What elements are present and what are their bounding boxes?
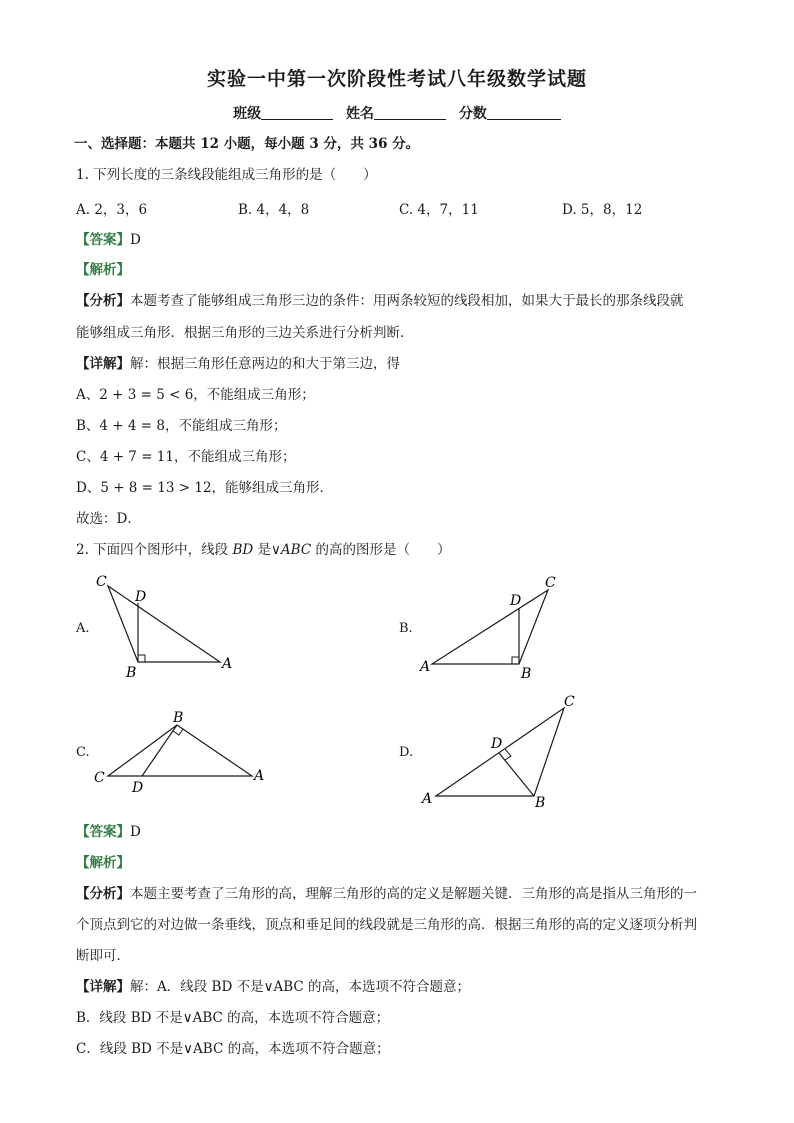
name-blank[interactable] bbox=[374, 105, 446, 120]
detail-text: 解：根据三角形任意两边的和大于第三边，得 bbox=[130, 356, 400, 372]
vertex-label: B bbox=[126, 665, 137, 681]
fig-c-label: C. bbox=[76, 745, 90, 760]
detail-tag: 【详解】 bbox=[76, 356, 130, 372]
fig-b-label: B. bbox=[399, 621, 413, 636]
q2-stem bbox=[76, 540, 734, 560]
q1-option-d: D. 5，8，12 bbox=[562, 202, 643, 218]
triangle-a-svg bbox=[90, 570, 250, 685]
right-angle-c bbox=[173, 729, 183, 735]
q2-stem-segment: BD bbox=[232, 542, 254, 558]
q2-detail-3: C．线段 BD 不是∨ABC 的高，本选项不符合题意； bbox=[76, 1041, 390, 1057]
right-angle-b bbox=[512, 657, 519, 664]
vertex-label: B bbox=[521, 666, 532, 682]
figure-b bbox=[416, 570, 566, 685]
figure-d bbox=[416, 690, 591, 810]
class-blank[interactable] bbox=[261, 105, 333, 120]
fenxi-text: 本题主要考查了三角形的高，理解三角形的高的定义是解题关键．三角形的高是指从三角形的一 bbox=[130, 886, 697, 902]
triangle-b bbox=[432, 590, 548, 664]
detail-text: 解：A．线段 BD 不是∨ABC 的高，本选项不符合题意； bbox=[130, 979, 470, 995]
student-info-line bbox=[0, 103, 794, 123]
analysis-tag: 【解析】 bbox=[76, 855, 130, 871]
answer-tag: 【答案】 bbox=[76, 824, 130, 840]
vertex-label: C bbox=[545, 575, 556, 591]
q2-stem-suffix: 的高的图形是（ ） bbox=[311, 542, 451, 558]
q1-option-c: C. 4，7，11 bbox=[399, 202, 479, 218]
class-label: 班级 bbox=[233, 106, 262, 122]
vertex-label: A bbox=[254, 768, 265, 784]
answer-value: D bbox=[130, 232, 141, 248]
vertex-label: A bbox=[420, 659, 431, 675]
vertex-label: B bbox=[535, 795, 546, 811]
q2-stem-mid: 是∨ bbox=[253, 542, 281, 558]
score-label: 分数 bbox=[458, 106, 487, 122]
vertex-label: A bbox=[422, 791, 433, 807]
analysis-tag: 【解析】 bbox=[76, 262, 130, 278]
fig-d-label: D. bbox=[399, 745, 414, 760]
vertex-label: B bbox=[173, 710, 184, 726]
vertex-label: C bbox=[96, 574, 107, 590]
segment-bd-c bbox=[142, 725, 177, 776]
score-blank[interactable] bbox=[487, 105, 561, 120]
triangle-b-svg bbox=[416, 570, 566, 685]
q1-stem: 1. 下列长度的三条线段能组成三角形的是（ ） bbox=[76, 167, 377, 183]
q1-step-a: A、2 + 3 = 5 < 6，不能组成三角形； bbox=[76, 387, 315, 403]
vertex-label: D bbox=[510, 593, 522, 609]
vertex-label: C bbox=[564, 694, 575, 710]
q1-detail bbox=[76, 354, 734, 374]
fenxi-text: 本题考查了能够组成三角形三边的条件：用两条较短的线段相加，如果大于最长的那条线段就 bbox=[130, 293, 684, 309]
answer-value: D bbox=[130, 824, 141, 840]
q1-fenxi-2: 能够组成三角形．根据三角形的三边关系进行分析判断． bbox=[76, 325, 414, 341]
q2-fenxi-2: 个顶点到它的对边做一条垂线，顶点和垂足间的线段就是三角形的高．根据三角形的高的定义逐项分析判 bbox=[76, 917, 697, 933]
figure-a bbox=[90, 570, 250, 685]
fenxi-tag: 【分析】 bbox=[76, 293, 130, 309]
q1-step-c: C、4 + 7 = 11，不能组成三角形； bbox=[76, 449, 296, 465]
q1-option-b: B. 4，4，8 bbox=[238, 202, 310, 218]
q2-analysis-heading bbox=[76, 853, 734, 873]
q1-fenxi-1 bbox=[76, 291, 734, 311]
q1-step-d: D、5 + 8 = 13 > 12，能够组成三角形． bbox=[76, 480, 334, 496]
triangle-d-svg bbox=[416, 690, 591, 810]
altitude-d bbox=[499, 753, 534, 796]
vertex-label: D bbox=[491, 736, 503, 752]
q2-answer bbox=[76, 822, 734, 842]
name-label: 姓名 bbox=[346, 106, 374, 122]
answer-tag: 【答案】 bbox=[76, 232, 130, 248]
right-angle-a bbox=[138, 655, 145, 662]
vertex-label: D bbox=[135, 589, 147, 605]
right-angle-d bbox=[505, 749, 511, 760]
q2-fenxi-3: 断即可． bbox=[76, 948, 130, 964]
q1-analysis-heading bbox=[76, 260, 734, 280]
q1-answer bbox=[76, 230, 734, 250]
vertex-label: A bbox=[222, 656, 233, 672]
fig-a-label: A. bbox=[76, 621, 90, 636]
q2-detail-2: B．线段 BD 不是∨ABC 的高，本选项不符合题意； bbox=[76, 1010, 390, 1026]
q1-conclusion: 故选：D． bbox=[76, 511, 141, 527]
triangle-a bbox=[108, 586, 220, 662]
q1-option-a: A. 2，3，6 bbox=[76, 202, 148, 218]
section-heading: 一、选择题：本题共 12 小题，每小题 3 分，共 36 分。 bbox=[74, 136, 420, 152]
figure-c bbox=[90, 705, 280, 800]
q2-fenxi-1 bbox=[76, 884, 734, 904]
page-title: 实验一中第一次阶段性考试八年级数学试题 bbox=[206, 68, 587, 90]
triangle-c-svg bbox=[90, 705, 280, 800]
detail-tag: 【详解】 bbox=[76, 979, 130, 995]
q1-step-b: B、4 + 4 = 8，不能组成三角形； bbox=[76, 418, 287, 434]
fenxi-tag: 【分析】 bbox=[76, 886, 130, 902]
q2-detail-1 bbox=[76, 977, 734, 997]
triangle-d bbox=[436, 708, 564, 796]
vertex-label: D bbox=[132, 780, 144, 796]
q2-stem-prefix: 2. 下面四个图形中，线段 bbox=[76, 542, 233, 558]
vertex-label: C bbox=[94, 770, 105, 786]
q2-stem-triangle: ABC bbox=[280, 542, 312, 558]
